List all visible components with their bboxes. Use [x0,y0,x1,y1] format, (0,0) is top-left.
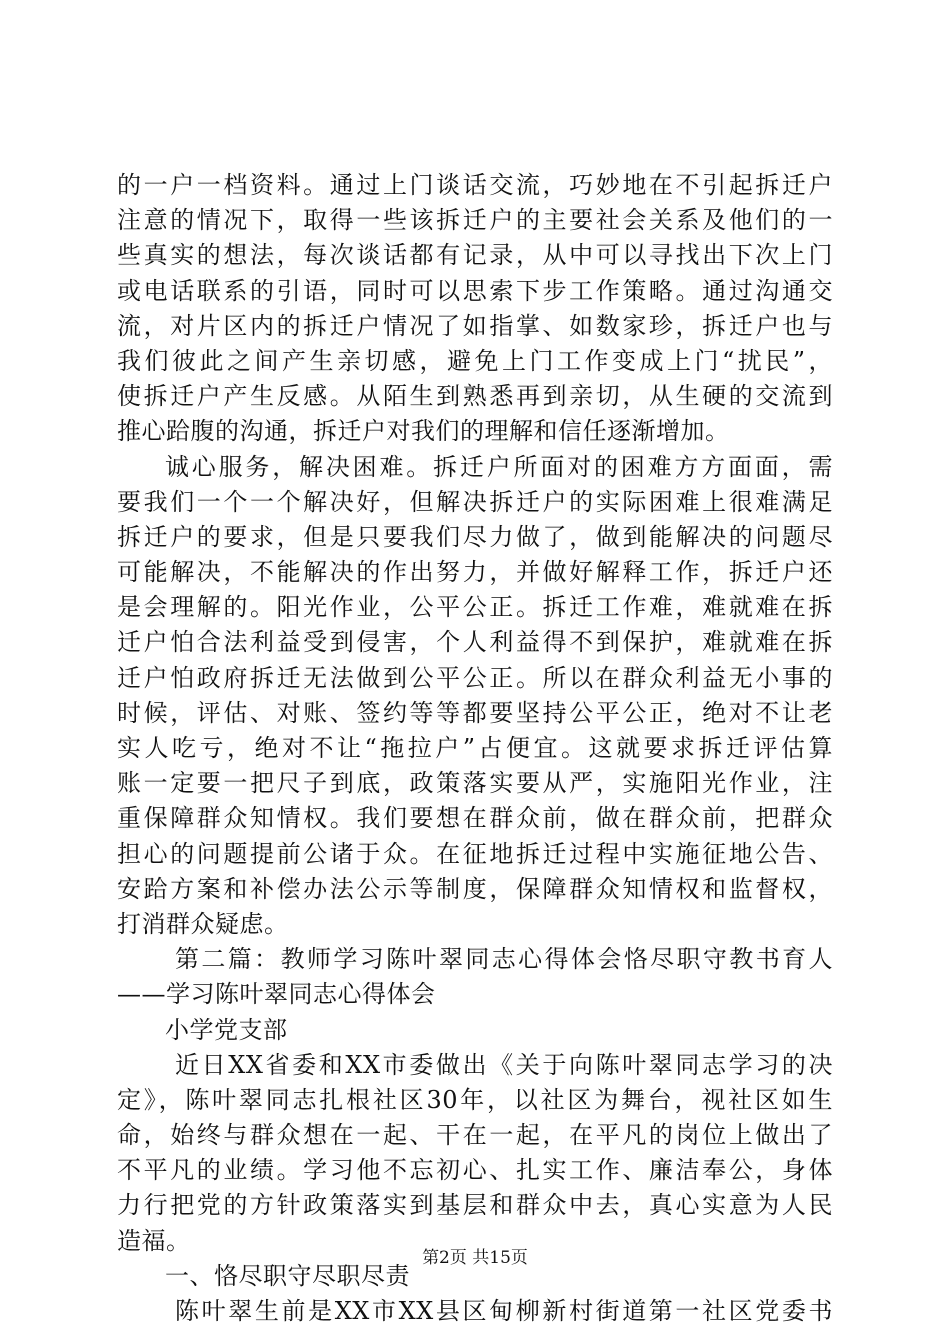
text-line: 安跲方案和补偿办法公示等制度，保障群众知情权和监督权， [117,874,833,903]
text-line: 使拆迁户产生反感。从陌生到熟悉再到亲切，从生硬的交流到 [117,382,833,411]
section-heading-continuation: ——学习陈叶翠同志心得体会 [117,980,436,1009]
text-line: 可能解决，不能解决的作出努力，并做好解释工作，拆迁户还 [117,558,833,587]
text-line: 要我们一个一个解决好，但解决拆迁户的实际困难上很难满足 [117,487,833,516]
text-line: 不平凡的业绩。学习他不忘初心、扎实工作、廉洁奉公，身体 [117,1156,833,1185]
text-line: 力行把党的方针政策落实到基层和群众中去，真心实意为人民 [117,1191,833,1220]
text-line: 迁户怕政府拆迁无法做到公平公正。所以在群众利益无小事的 [117,663,833,692]
text-line: 拆迁户的要求，但是只要我们尽力做了，做到能解决的问题尽 [117,522,833,551]
page-footer: 第2页 共15页 [422,1248,528,1268]
text-line: 流，对片区内的拆迁户情况了如指掌、如数家珍，拆迁户也与 [117,311,833,340]
text-line: 定》，陈叶翠同志扎根社区30年，以社区为舞台，视社区如生 [117,1085,833,1114]
text-line: 担心的问题提前公诸于众。在征地拆迁过程中实施征地公告、 [117,839,833,868]
text-line: 实人吃亏，绝对不让“拖拉户”占便宜。这就要求拆迁评估算 [117,734,833,762]
text-line: 我们彼此之间产生亲切感，避免上门工作变成上门“扰民”， [117,346,833,375]
text-line: 打消群众疑虑。 [117,909,289,938]
text-line: 的一户一档资料。通过上门谈话交流，巧妙地在不引起拆迁户 [117,171,833,199]
text-line: 些真实的想法，每次谈话都有记录，从中可以寻找出下次上门 [117,241,833,270]
text-line: 账一定要一把尺子到底，政策落实要从严，实施阳光作业，注 [117,769,833,798]
text-line: 推心跲腹的沟通，拆迁户对我们的理解和信任逐渐增加。 [117,417,730,446]
text-line: 陈叶翠生前是XX市XX县区甸柳新村街道第一社区党委书 [175,1297,833,1325]
text-line: 诚心服务，解决困难。拆迁户所面对的困难方方面面，需 [165,452,833,481]
body-text [117,168,833,1329]
text-line: 是会理解的。阳光作业，公平公正。拆迁工作难，难就难在拆 [117,593,833,622]
text-line: 迁户怕合法利益受到侵害，个人利益得不到保护，难就难在拆 [117,628,833,657]
text-line: 造福。 [117,1226,191,1255]
subsection-heading: 一、恪尽职守尽职尽责 [165,1261,410,1290]
author-line: 小学党支部 [165,1015,288,1044]
text-line: 时候，评估、对账、签约等等都要坚持公平公正，绝对不让老 [117,698,833,727]
section-heading: 第二篇：教师学习陈叶翠同志心得体会恪尽职守教书育人 [175,945,833,974]
text-line: 命，始终与群众想在一起、干在一起，在平凡的岗位上做出了 [117,1121,833,1150]
text-line: 或电话联系的引语，同时可以思索下步工作策略。通过沟通交 [117,276,833,305]
text-line: 注意的情况下，取得一些该拆迁户的主要社会关系及他们的一 [117,206,833,235]
text-line: 近日XX省委和XX市委做出《关于向陈叶翠同志学习的决 [175,1050,833,1079]
text-line: 重保障群众知情权。我们要想在群众前，做在群众前，把群众 [117,804,833,833]
